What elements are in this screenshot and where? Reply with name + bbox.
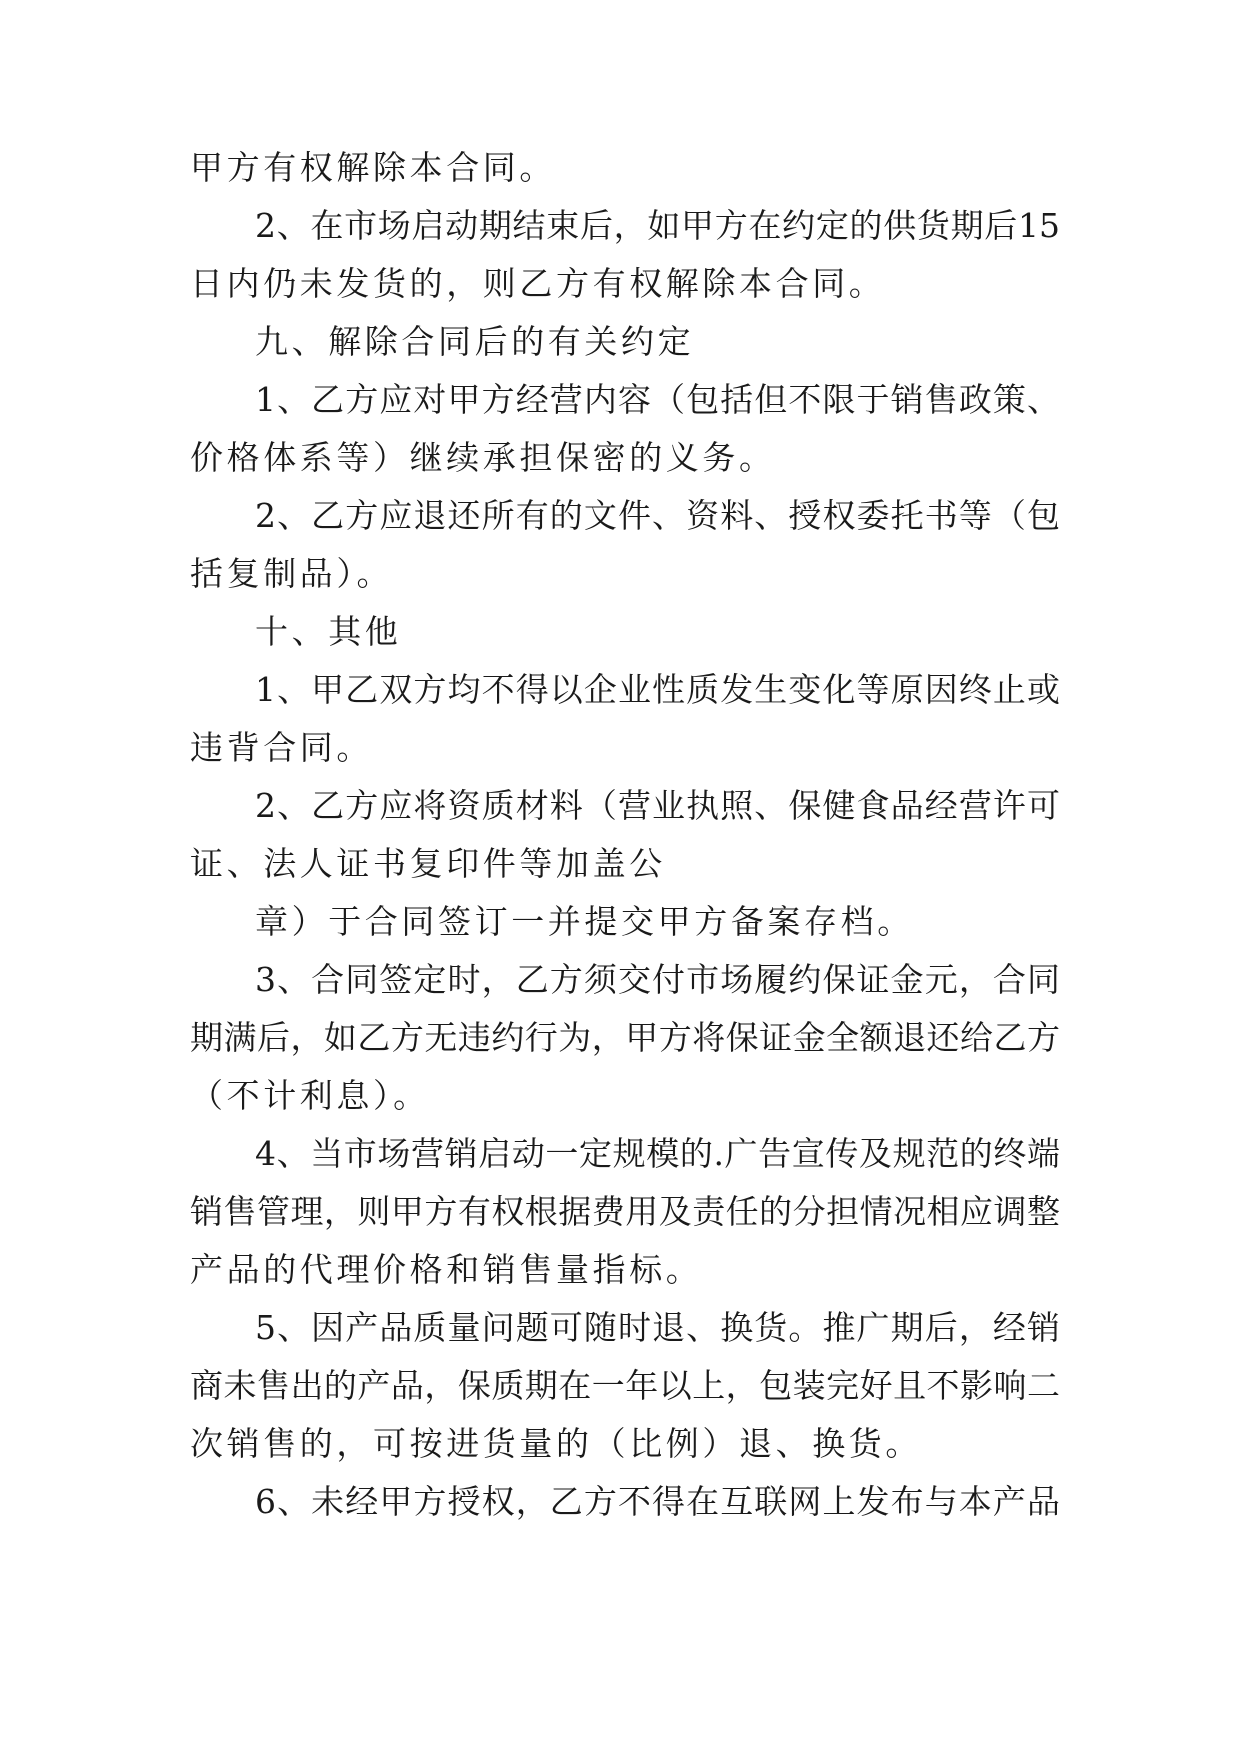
text-line: 括复制品）。 bbox=[190, 554, 394, 593]
section-heading: 九、解除合同后的有关约定 bbox=[255, 322, 695, 361]
text-line: 违背合同。 bbox=[190, 728, 373, 767]
text-line: 甲方有权解除本合同。 bbox=[190, 148, 556, 187]
text-line: 6、未经甲方授权，乙方不得在互联网上发布与本产品 bbox=[255, 1482, 1060, 1521]
text-line: 证、法人证书复印件等加盖公 bbox=[190, 844, 666, 883]
text-line: 5、因产品质量问题可随时退、换货。推广期后，经销 bbox=[255, 1308, 1060, 1347]
text-line: 1、甲乙双方均不得以企业性质发生变化等原因终止或 bbox=[255, 670, 1060, 709]
text-line: 日内仍未发货的，则乙方有权解除本合同。 bbox=[190, 264, 886, 303]
text-line: 期满后，如乙方无违约行为，甲方将保证金全额退还给乙方 bbox=[190, 1018, 1060, 1057]
text-line: 2、乙方应退还所有的文件、资料、授权委托书等（包 bbox=[255, 496, 1060, 535]
text-line: 产品的代理价格和销售量指标。 bbox=[190, 1250, 703, 1289]
text-line: （不计利息）。 bbox=[190, 1076, 430, 1115]
text-line: 1、乙方应对甲方经营内容（包括但不限于销售政策、 bbox=[255, 380, 1060, 419]
text-line: 2、乙方应将资质材料（营业执照、保健食品经营许可 bbox=[255, 786, 1060, 825]
text-line: 价格体系等）继续承担保密的义务。 bbox=[190, 438, 776, 477]
text-line: 销售管理，则甲方有权根据费用及责任的分担情况相应调整 bbox=[190, 1192, 1060, 1231]
section-heading: 十、其他 bbox=[255, 612, 402, 651]
text-line: 章）于合同签订一并提交甲方备案存档。 bbox=[255, 902, 914, 941]
text-line: 4、当市场营销启动一定规模的.广告宣传及规范的终端 bbox=[255, 1134, 1060, 1173]
text-line: 2、在市场启动期结束后，如甲方在约定的供货期后15 bbox=[255, 206, 1060, 245]
text-line: 3、合同签定时，乙方须交付市场履约保证金元，合同 bbox=[255, 960, 1060, 999]
text-line: 商未售出的产品，保质期在一年以上，包装完好且不影响二 bbox=[190, 1366, 1060, 1405]
text-line: 次销售的，可按进货量的（比例）退、换货。 bbox=[190, 1424, 922, 1463]
